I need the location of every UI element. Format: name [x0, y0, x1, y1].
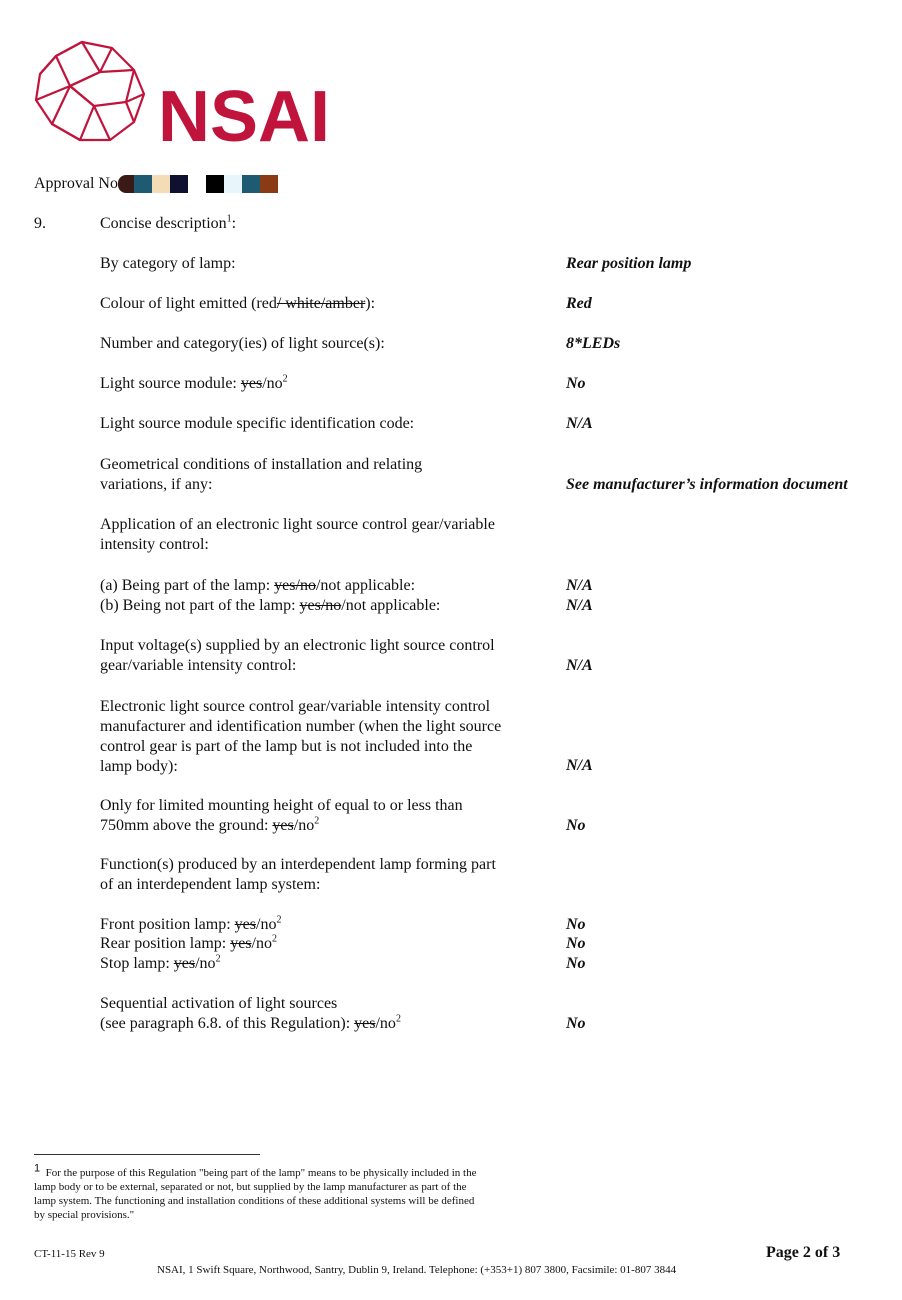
sequential-label: Sequential activation of light sources (see paragraph 6.8. of this Regulation): yes/$no^2$	[100, 995, 401, 1032]
rear-value: No	[566, 935, 586, 952]
application-label: Application of an electronic light source control gear/variable intensity control:	[100, 516, 495, 553]
category-label: By category of lamp:	[100, 255, 236, 272]
rear-label: Rear position lamp: yes/$no^2$	[100, 933, 277, 952]
approval-number-redacted	[118, 175, 278, 192]
front-label: Front position lamp: yes/$no^2$	[100, 914, 282, 933]
footer-address: NSAI, 1 Swift Square, Northwood, Santry, Dublin 9, Ireland. Telephone: (+353+1) 807 3800, Facsimile: 01-807 3844	[157, 1264, 677, 1276]
part-a-value: N/A	[566, 577, 593, 594]
manufacturer-value: N/A	[566, 757, 593, 774]
sources-value: 8*LEDs	[566, 335, 621, 352]
module-code-label: Light source module specific identification code:	[100, 415, 415, 432]
section-title: Concise description$^1$:	[100, 213, 237, 232]
geometry-value: See manufacturer’s information document	[566, 476, 848, 493]
approval-line	[34, 174, 278, 194]
module-label: Light source module: yes/$no^2$	[100, 373, 288, 392]
mounting-value: No	[566, 817, 586, 834]
nsai-logo	[30, 36, 330, 148]
functions-label: Function(s) produced by an interdependent lamp forming part of an interdependent lamp system:	[100, 856, 496, 893]
document-code: CT-11-15 Rev 9	[34, 1248, 105, 1260]
section-number: 9.	[34, 215, 46, 232]
colour-label: Colour of light emitted (red/ white/amber):	[100, 295, 376, 312]
stop-label: Stop lamp: yes/$no^2$	[100, 953, 221, 972]
category-value: Rear position lamp	[566, 255, 692, 272]
sequential-value: No	[566, 1015, 586, 1032]
footnote: $^1$ For the purpose of this Regulation "being part of the lamp" means to be physically included in the lamp body or to be external, separated or not, but supplied by the lamp manufacturer as part of the lamp system. The functioning and installation conditions of these additional systems will be defined by special provisions."	[34, 1162, 477, 1221]
module-value: No	[566, 375, 586, 392]
part-b-label: (b) Being not part of the lamp: yes/no/not applicable:	[100, 597, 441, 614]
geometry-label: Geometrical conditions of installation and relating variations, if any:	[100, 456, 423, 493]
stop-value: No	[566, 955, 586, 972]
input-voltage-value: N/A	[566, 657, 593, 674]
approval-label: Approval No	[34, 175, 118, 192]
front-value: No	[566, 916, 586, 933]
manufacturer-label: Electronic light source control gear/variable intensity control manufacturer and identification number (when the light source control gear is part of the lamp but is not included into the lamp body):	[100, 698, 502, 775]
page-number: Page 2 of 3	[766, 1244, 841, 1261]
logo-text: NSAI	[158, 77, 330, 148]
sources-label: Number and category(ies) of light source(s):	[100, 335, 385, 352]
input-voltage-label: Input voltage(s) supplied by an electronic light source control gear/variable intensity control:	[100, 637, 495, 674]
module-code-value: N/A	[566, 415, 593, 432]
part-a-label: (a) Being part of the lamp: yes/no/not applicable:	[100, 577, 416, 594]
part-b-value: N/A	[566, 597, 593, 614]
footnote-ref: 1	[226, 213, 232, 225]
colour-value: Red	[566, 295, 592, 312]
footnote-rule	[34, 1154, 260, 1155]
mounting-label: Only for limited mounting height of equal to or less than 750mm above the ground: yes/$no^2$	[100, 797, 463, 834]
footnote-number: 1	[34, 1162, 41, 1175]
